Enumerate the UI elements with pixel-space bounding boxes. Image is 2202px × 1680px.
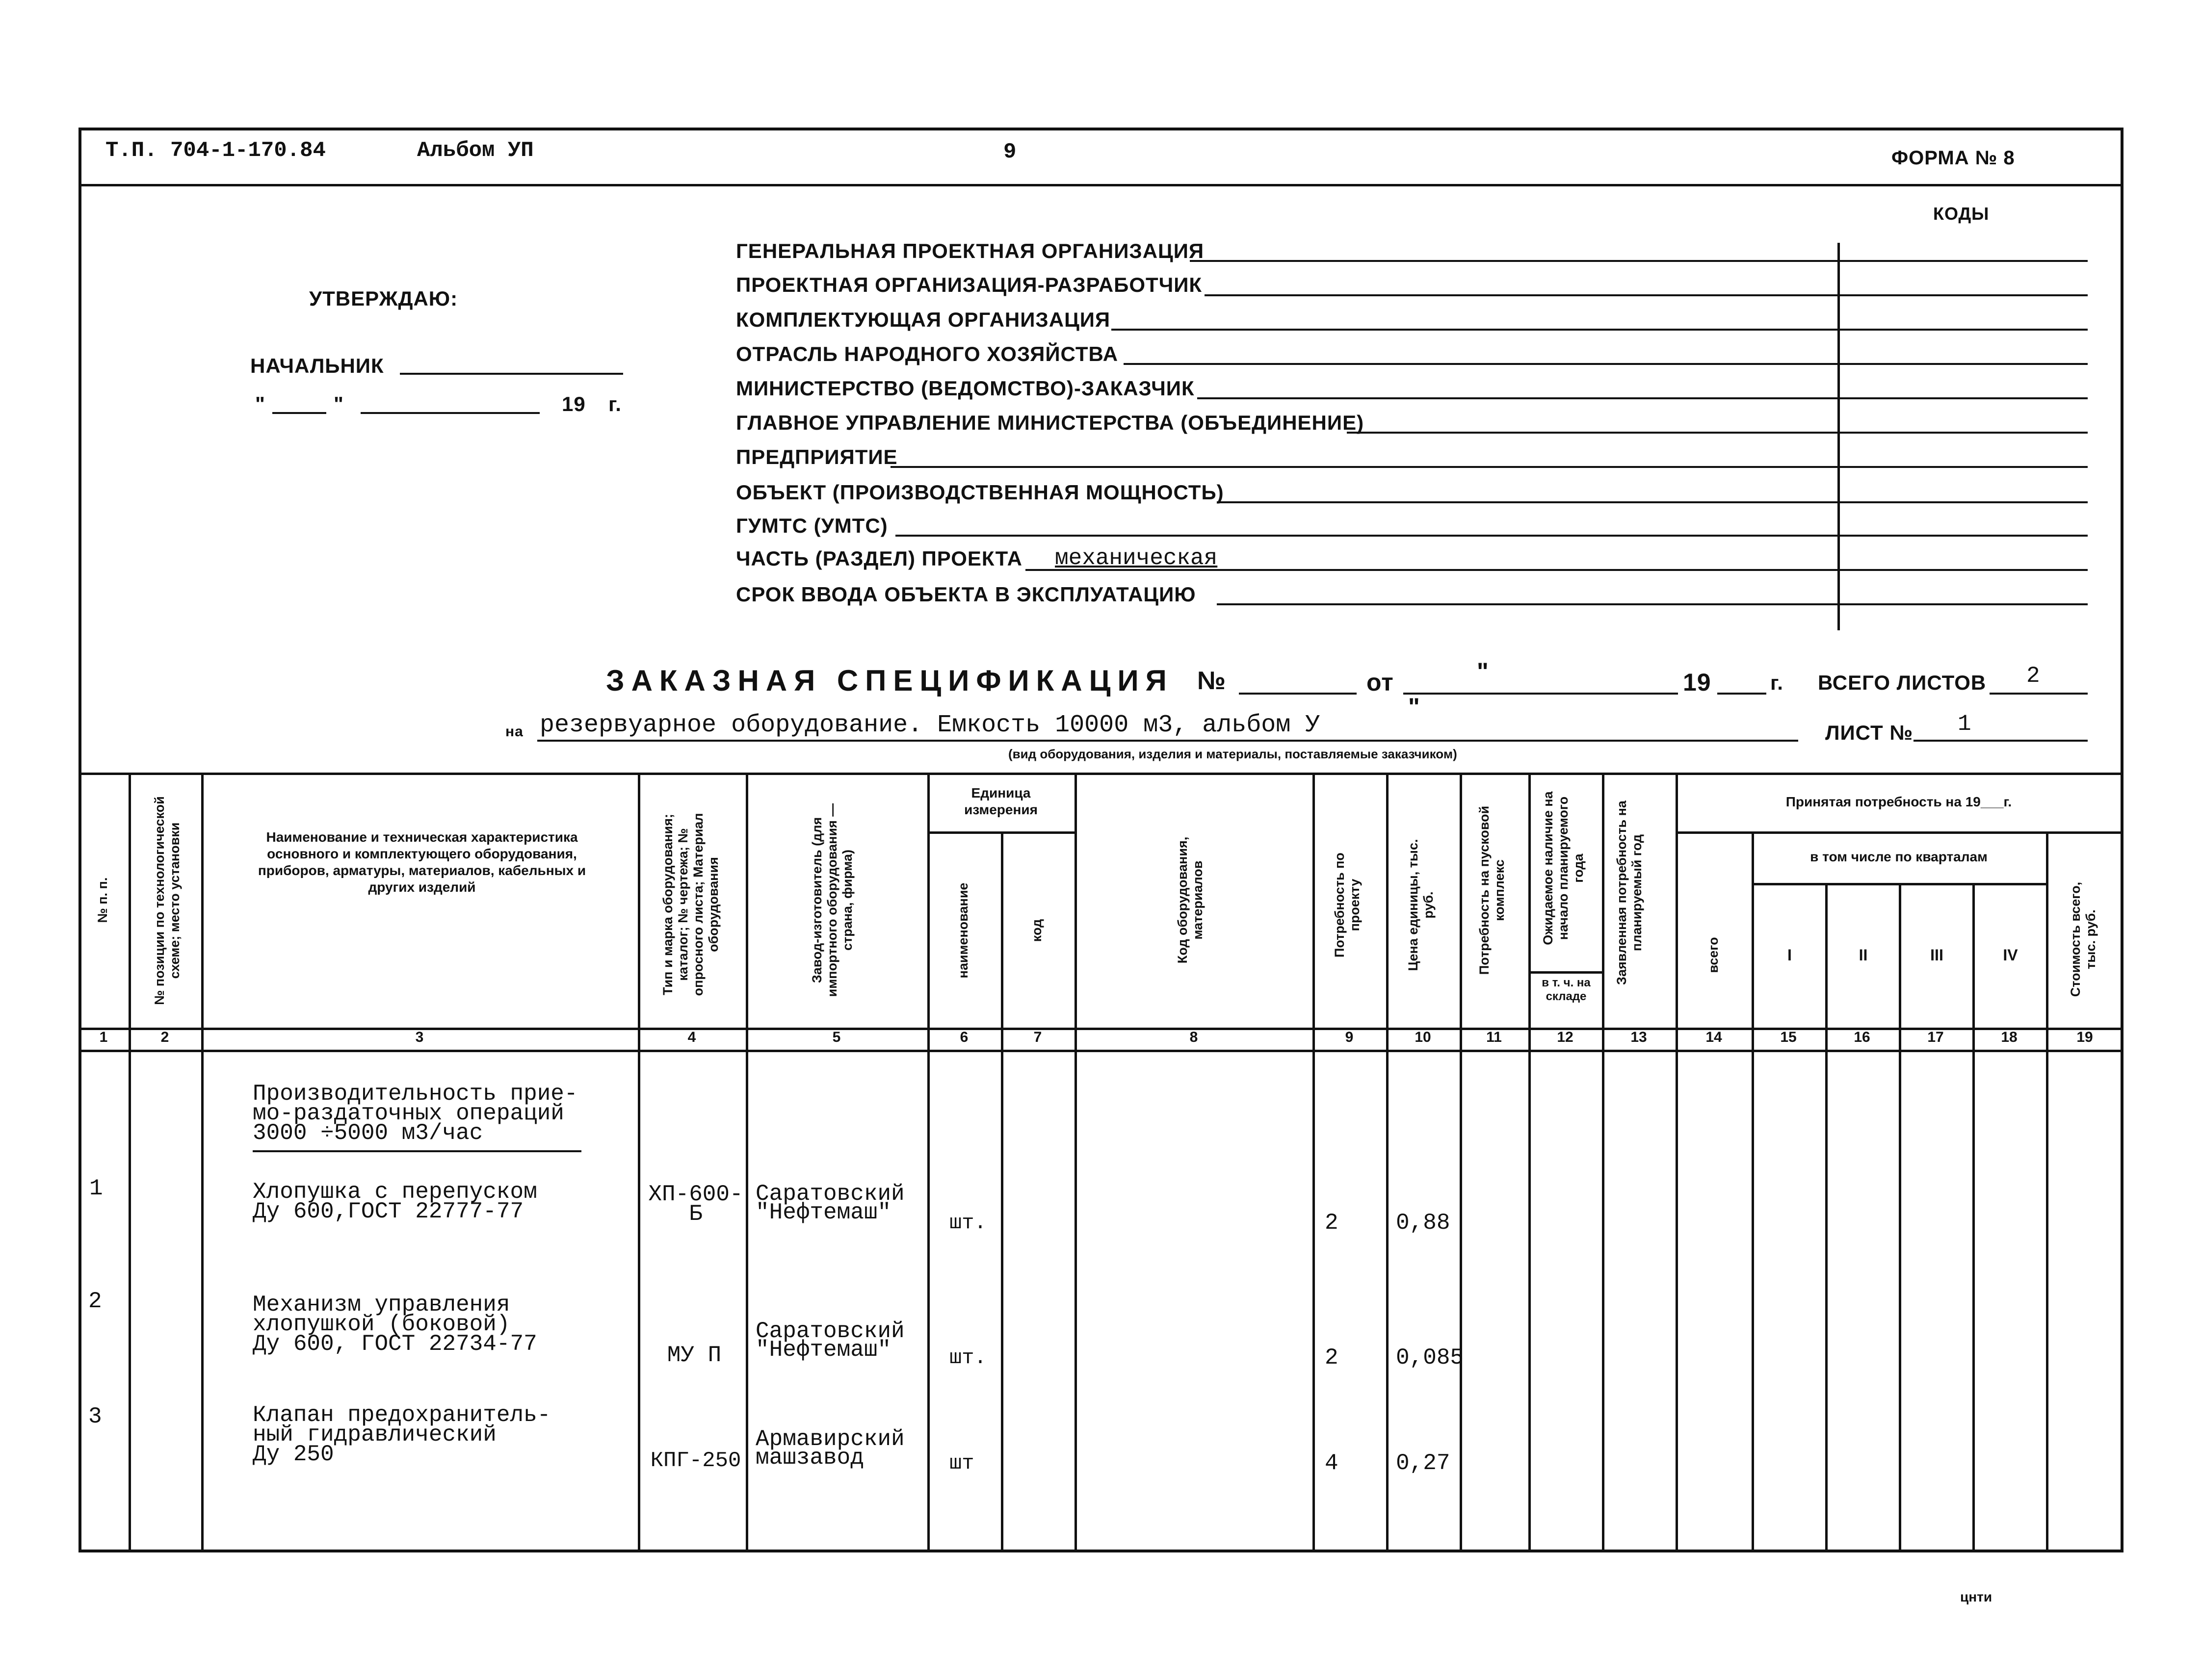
- total-sheets-line[interactable]: [1990, 693, 2088, 695]
- col-divider-14: [1752, 831, 1754, 1552]
- date-day-line[interactable]: [272, 412, 326, 414]
- field-ministry-line[interactable]: [1197, 397, 2088, 399]
- col-divider-11: [1528, 773, 1531, 1552]
- chief-signature-line[interactable]: [400, 373, 623, 375]
- accepted-group-line: [1676, 831, 2123, 834]
- header-col16: II: [1859, 946, 1868, 964]
- header-col2: № позиции по технологической схеме; место установки: [152, 796, 182, 1005]
- footer-stamp: цнти: [1960, 1589, 1992, 1604]
- header-col14: всего: [1706, 937, 1721, 973]
- field-gumts-label: ГУМТС (УМТС): [736, 514, 888, 537]
- col-divider-4: [746, 773, 748, 1552]
- colnum-9: 9: [1345, 1029, 1354, 1045]
- row3-qty: 4: [1325, 1450, 1338, 1476]
- field-supply-org-line[interactable]: [1111, 329, 2088, 331]
- spec-from-label: от: [1366, 669, 1394, 696]
- col-divider-15: [1825, 883, 1828, 1552]
- row1-price: 0,88: [1396, 1210, 1450, 1236]
- field-project-part-value: механическая: [1055, 545, 1218, 571]
- unit-group-line: [927, 831, 1075, 834]
- header-col11: Потребность на пусковой комплекс: [1477, 805, 1507, 975]
- spec-date-line[interactable]: [1403, 693, 1678, 695]
- header-col1: № п. п.: [95, 877, 110, 923]
- colnum-16: 16: [1854, 1029, 1870, 1045]
- field-project-part-label: ЧАСТЬ (РАЗДЕЛ) ПРОЕКТА: [736, 547, 1022, 570]
- col-divider-7: [1075, 773, 1077, 1552]
- header-col3: Наименование и техническая характеристика основного и комплектующего оборудования, приборов, арматуры, материалов, кабельных и других изделий: [258, 829, 586, 895]
- spec-on-label: на: [505, 724, 524, 740]
- field-industry-line[interactable]: [1124, 363, 2088, 365]
- codes-label: КОДЫ: [1933, 204, 1990, 224]
- col-divider-18: [2046, 831, 2048, 1552]
- field-supply-org-label: КОМПЛЕКТУЮЩАЯ ОРГАНИЗАЦИЯ: [736, 308, 1111, 331]
- sheet-number-line[interactable]: [1914, 740, 2088, 742]
- row2-maker: Саратовский "Нефтемаш": [756, 1318, 905, 1363]
- section-header: Производительность прие- мо-раздаточных операций 3000 ÷5000 м3/час: [253, 1081, 578, 1146]
- col-divider-5: [927, 773, 930, 1552]
- colnum-12: 12: [1557, 1029, 1573, 1045]
- spec-year-label: 19: [1683, 669, 1711, 696]
- section-header-underline: [253, 1150, 581, 1152]
- quarters-group-line: [1752, 883, 2046, 885]
- header-unit-group: Единица измерения: [964, 785, 1038, 817]
- row2-type: МУ П: [667, 1343, 722, 1368]
- colnum-2: 2: [160, 1029, 169, 1045]
- colnum-8: 8: [1189, 1029, 1198, 1045]
- row3-type: КПГ-250: [650, 1448, 741, 1473]
- header-col12-stock: в т. ч. на складе: [1542, 976, 1591, 1003]
- header-col6: наименование: [956, 882, 970, 979]
- col-divider-13: [1676, 773, 1678, 1552]
- spec-quote-close: ": [1408, 693, 1420, 721]
- spec-number-label: №: [1197, 667, 1226, 695]
- header-col15: I: [1787, 946, 1792, 964]
- header-quarters-group: в том числе по кварталам: [1810, 849, 1988, 864]
- field-project-part-line[interactable]: [1025, 569, 2088, 571]
- field-main-dept-label: ГЛАВНОЕ УПРАВЛЕНИЕ МИНИСТЕРСТВА (ОБЪЕДИНЕНИЕ): [736, 411, 1364, 434]
- field-deadline-line[interactable]: [1217, 603, 2088, 605]
- colnum-14: 14: [1705, 1029, 1722, 1045]
- col-divider-10: [1460, 773, 1462, 1552]
- row1-unit: шт.: [949, 1211, 987, 1235]
- approval-year-suffix: г.: [608, 392, 622, 415]
- sheet-number-label: ЛИСТ №: [1825, 721, 1914, 744]
- field-design-org-line[interactable]: [1205, 294, 2088, 296]
- colnum-1: 1: [99, 1029, 108, 1045]
- colnum-5: 5: [832, 1029, 841, 1045]
- spec-number-line[interactable]: [1239, 693, 1357, 695]
- header-col5: Завод-изготовитель (для импортного оборудования —страна, фирма): [810, 803, 855, 997]
- col-divider-8: [1312, 773, 1315, 1552]
- table-header-bottom: [79, 1028, 2123, 1030]
- date-open-quote: ": [255, 392, 265, 415]
- page-number: 9: [1003, 140, 1017, 164]
- table-colnum-bottom: [79, 1050, 2123, 1052]
- row3-maker: Армавирский машзавод: [756, 1426, 905, 1471]
- spec-year-line[interactable]: [1717, 693, 1766, 695]
- field-main-dept-line[interactable]: [1347, 432, 2088, 434]
- field-gumts-line[interactable]: [895, 535, 2088, 537]
- header-col10: Цена единицы, тыс. руб.: [1406, 839, 1436, 971]
- field-design-org-label: ПРОЕКТНАЯ ОРГАНИЗАЦИЯ-РАЗРАБОТЧИК: [736, 273, 1203, 296]
- form-number: ФОРМА № 8: [1891, 147, 2015, 169]
- colnum-3: 3: [415, 1029, 424, 1045]
- total-sheets-label: ВСЕГО ЛИСТОВ: [1818, 671, 1987, 694]
- total-sheets-value: 2: [2026, 663, 2040, 689]
- header-col19: Стоимость всего, тыс. руб.: [2068, 881, 2098, 997]
- spec-subject-line[interactable]: [537, 740, 1798, 742]
- header-col4: Тип и марка оборудования; каталог; № чертежа; № опросного листа; Материал оборудования: [660, 813, 721, 996]
- spec-subject: резервуарное оборудование. Емкость 10000 м3, альбом У: [540, 711, 1320, 739]
- field-deadline-label: СРОК ВВОДА ОБЪЕКТА В ЭКСПЛУАТАЦИЮ: [736, 583, 1196, 606]
- row3-price: 0,27: [1396, 1450, 1450, 1476]
- header-col12: Ожидаемое наличие на начало планируемого года: [1541, 791, 1586, 945]
- row2-no: 2: [88, 1289, 102, 1314]
- row2-price: 0,085: [1396, 1345, 1464, 1370]
- field-general-org-line[interactable]: [1190, 260, 2088, 262]
- colnum-4: 4: [687, 1029, 696, 1045]
- spec-title: ЗАКАЗНАЯ СПЕЦИФИКАЦИЯ: [606, 664, 1174, 697]
- field-general-org-label: ГЕНЕРАЛЬНАЯ ПРОЕКТНАЯ ОРГАНИЗАЦИЯ: [736, 239, 1205, 262]
- row1-type: ХП-600- Б: [648, 1182, 743, 1227]
- field-enterprise-line[interactable]: [891, 466, 2088, 468]
- table-top-border: [79, 773, 2123, 775]
- codes-column-divider: [1837, 243, 1840, 630]
- stock-subheader-line: [1528, 971, 1602, 974]
- row2-unit: шт.: [949, 1346, 987, 1370]
- col-divider-2: [201, 773, 204, 1552]
- date-close-quote: ": [334, 392, 344, 415]
- field-object-line[interactable]: [1217, 501, 2088, 503]
- approve-label: УТВЕРЖДАЮ:: [309, 287, 458, 310]
- col-divider-6: [1001, 831, 1003, 1552]
- spec-subject-caption: (вид оборудования, изделия и материалы, поставляемые заказчиком): [1008, 747, 1457, 761]
- col-divider-16: [1899, 883, 1901, 1552]
- document-code: Т.П. 704-1-170.84: [105, 138, 326, 163]
- row1-qty: 2: [1325, 1210, 1338, 1236]
- header-col18: IV: [2003, 946, 2018, 964]
- approval-year: 19: [562, 392, 586, 415]
- row2-qty: 2: [1325, 1345, 1338, 1370]
- colnum-10: 10: [1415, 1029, 1431, 1045]
- row1-name: Хлопушка с перепуском Ду 600,ГОСТ 22777-77: [253, 1179, 537, 1224]
- field-object-label: ОБЪЕКТ (ПРОИЗВОДСТВЕННАЯ МОЩНОСТЬ): [736, 481, 1224, 504]
- header-col7: код: [1029, 919, 1044, 942]
- header-col9: Потребность по проекту: [1332, 853, 1362, 957]
- album-label: Альбом УП: [417, 138, 534, 163]
- colnum-17: 17: [1927, 1029, 1944, 1045]
- col-divider-12: [1602, 773, 1604, 1552]
- col-divider-1: [129, 773, 131, 1552]
- colnum-7: 7: [1033, 1029, 1042, 1045]
- row1-maker: Саратовский "Нефтемаш": [756, 1181, 905, 1225]
- row3-no: 3: [88, 1404, 102, 1429]
- sheet-number-value: 1: [1958, 711, 1971, 737]
- header-divider: [79, 184, 2123, 186]
- field-industry-label: ОТРАСЛЬ НАРОДНОГО ХОЗЯЙСТВА: [736, 342, 1119, 365]
- header-col8: Код оборудования, материалов: [1175, 836, 1205, 964]
- row3-unit: шт: [949, 1451, 974, 1475]
- colnum-18: 18: [2001, 1029, 2018, 1045]
- col-divider-3: [638, 773, 640, 1552]
- header-col13: Заявленная потребность на планируемый год: [1614, 801, 1644, 985]
- col-divider-17: [1972, 883, 1975, 1552]
- spec-quote-open: ": [1477, 658, 1489, 685]
- row1-no: 1: [89, 1176, 103, 1201]
- colnum-15: 15: [1780, 1029, 1797, 1045]
- chief-label: НАЧАЛЬНИК: [250, 354, 384, 377]
- field-ministry-label: МИНИСТЕРСТВО (ВЕДОМСТВО)-ЗАКАЗЧИК: [736, 377, 1195, 400]
- row3-name: Клапан предохранитель- ный гидравлический Ду 250: [253, 1402, 551, 1467]
- field-enterprise-label: ПРЕДПРИЯТИЕ: [736, 445, 898, 468]
- colnum-11: 11: [1486, 1029, 1502, 1045]
- spec-year-suffix: г.: [1770, 671, 1783, 694]
- col-divider-9: [1386, 773, 1389, 1552]
- header-accepted-group: Принятая потребность на 19___г.: [1785, 794, 2012, 809]
- row2-name: Механизм управления хлопушкой (боковой) Ду 600, ГОСТ 22734-77: [253, 1292, 537, 1357]
- colnum-13: 13: [1630, 1029, 1647, 1045]
- header-col17: III: [1930, 946, 1943, 964]
- date-month-line[interactable]: [361, 412, 540, 414]
- colnum-6: 6: [960, 1029, 969, 1045]
- colnum-19: 19: [2076, 1029, 2093, 1045]
